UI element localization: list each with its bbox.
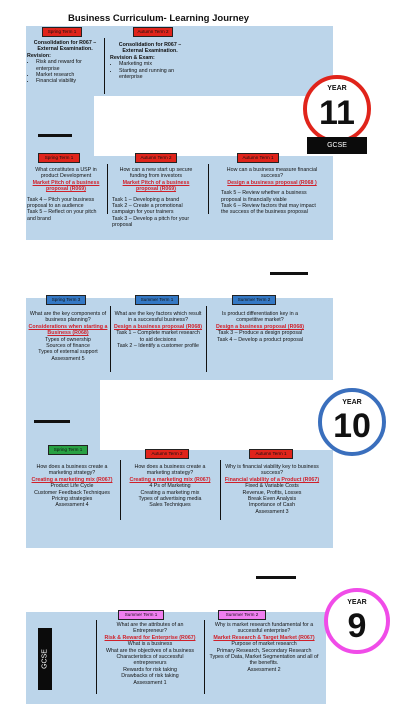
topic-line: Rewards for risk taking <box>123 666 177 673</box>
topic-line: What is a business <box>127 641 173 648</box>
year11-badge <box>303 75 371 143</box>
topic-line: Creating a marketing mix <box>140 489 200 496</box>
year11-mid-band <box>26 96 94 156</box>
divider <box>204 620 205 694</box>
y10-bottom-col-3 <box>224 464 320 515</box>
task-line: Task 5 – Review whether a business proposal is financially viable <box>221 190 307 203</box>
topic-line: 4 Ps of Marketing <box>149 483 191 490</box>
topic-line: Importance of Cash <box>248 502 296 509</box>
year10-mid-band <box>26 380 100 450</box>
year10-badge <box>318 388 386 456</box>
topic-line: Pricing strategies <box>51 496 93 503</box>
topic-line: Revenue, Profits, Losses <box>242 489 302 496</box>
topic-line: Task 2 – Identify a customer profile <box>117 343 199 350</box>
topic-line: Types of ownership <box>45 336 91 343</box>
topic-line: Drawbacks of risk taking <box>121 673 179 680</box>
unit-title: Financial viability of a Product (R067) <box>224 476 320 483</box>
divider <box>107 164 108 214</box>
list-item: • Starting and running an enterprise <box>119 68 190 81</box>
year-label: YEAR <box>347 599 367 606</box>
y11-top-col-1 <box>27 40 103 85</box>
y11-bottom-term-2: Autumn Term 2 <box>135 153 177 163</box>
question: What are the key components of business planning? <box>29 311 107 324</box>
y10-bottom-term-3: Autumn Term 1 <box>249 449 293 459</box>
heading: External Examination. <box>37 46 93 53</box>
unit-title: Design a business proposal (R068 ) <box>227 179 317 186</box>
heading: Consolidation for R067 – <box>118 42 182 48</box>
divider <box>120 460 121 520</box>
y11-top-term-2: Autumn Term 2 <box>133 27 173 37</box>
unit-title: Considerations when starting a Business (R068) <box>28 323 108 337</box>
y10-bottom-term-2: Autumn Term 2 <box>145 449 189 459</box>
y10-bottom-term-1: Spring Term 1 <box>48 445 88 455</box>
y9-term-1: Summer Term 1 <box>118 610 164 620</box>
topic-line: Types of advertising media <box>138 496 202 503</box>
topic-line: Assessment 3 <box>255 508 289 515</box>
question: How does a business create a marketing strategy? <box>36 464 108 477</box>
task-line: Task 1 – Developing a brand <box>112 196 180 203</box>
year-number: 10 <box>333 407 371 445</box>
y11-top-col-2 <box>110 42 190 80</box>
topic-line: Assessment 1 <box>133 679 167 686</box>
bullet-list <box>110 61 190 80</box>
unit-title: Creating a marketing mix (R067) <box>129 476 211 483</box>
list-item: • Marketing mix <box>119 61 190 67</box>
year-number: 11 <box>319 94 355 132</box>
y11-bottom-term-1: Spring Term 1 <box>38 153 80 163</box>
y9-term-2: Summer Term 2 <box>218 610 266 620</box>
task-line: Task 5 – Reflect on your pitch and brand <box>27 209 97 222</box>
gcse-label: GCSE <box>307 137 367 154</box>
gcse-label <box>38 628 52 690</box>
connector-bar <box>38 134 72 137</box>
sub-heading: Revision & Exam: <box>110 54 155 61</box>
y10-top-term-3: Summer Term 2 <box>232 295 276 305</box>
topic-line: Break Even Analysis <box>247 496 297 503</box>
list-item: • Risk and reward for enterprise <box>36 59 103 72</box>
year-number: 9 <box>347 607 367 645</box>
y11-bottom-term-3: Autumn Term 1 <box>237 153 279 163</box>
topic-line: Characteristics of successful entrepreneurs <box>116 654 184 667</box>
topic-line: Types of external support <box>38 349 98 356</box>
unit-title: Creating a marketing mix (R067) <box>31 476 113 483</box>
topic-line: Sales Techniques <box>149 502 191 509</box>
y9-col-2 <box>208 622 320 673</box>
topic-line: Primary Research, Secondary Research <box>216 647 312 654</box>
divider <box>96 620 97 694</box>
question: What constitutes a USP in product Development <box>35 167 97 180</box>
connector-bar <box>270 272 308 275</box>
topic-line: Assessment 5 <box>51 355 85 362</box>
y11-bottom-col-2 <box>112 167 200 229</box>
bullet-list <box>27 59 103 85</box>
topic-line: Types of Data, Market Segmentation and all of the benefits. <box>209 654 319 667</box>
y10-top-col-1 <box>28 311 108 362</box>
task-line: Task 6 – Review factors that may impact the success of the business proposal <box>221 203 316 216</box>
year9-badge <box>324 588 390 654</box>
topic-line: Purpose of market research <box>231 641 297 648</box>
topic-line: Product Life Cycle <box>50 483 94 490</box>
question: What are the attributes of an Entrepreneur? <box>116 622 184 635</box>
unit-title: Market Pitch of a business proposal (R069) <box>122 179 190 193</box>
y10-bottom-col-2 <box>124 464 216 509</box>
gcse-text: GCSE <box>41 649 49 669</box>
heading: Consolidation for R067 – <box>33 40 97 46</box>
unit-title: Risk & Reward for Enterprise (R067) <box>104 634 196 641</box>
topic-line: Sources of finance <box>46 343 90 350</box>
list-item: • Market research <box>36 72 103 78</box>
y10-bottom-col-1 <box>27 464 117 509</box>
y10-top-term-1: Spring Term 3 <box>46 295 86 305</box>
topic-line: Fixed & Variable Costs <box>245 483 299 490</box>
question: Is product differentiation key in a competitive market? <box>221 311 299 324</box>
question: Why is financial viability key to business success? <box>225 464 319 477</box>
heading: External Examination. <box>122 48 178 55</box>
divider <box>206 306 207 372</box>
topic-line: Assessment 4 <box>55 502 89 509</box>
unit-title: Market Research & Target Market (R067) <box>213 634 315 641</box>
y11-bottom-col-3 <box>221 167 323 216</box>
connector-bar <box>256 576 296 579</box>
divider <box>220 460 221 520</box>
topic-line: Assessment 2 <box>247 666 281 673</box>
y10-top-col-3 <box>212 311 308 343</box>
divider <box>110 306 111 372</box>
y11-top-term-1: Spring Term 1 <box>42 27 82 37</box>
y10-top-col-2 <box>114 311 202 349</box>
y11-bottom-col-1 <box>27 167 105 222</box>
list-item: • Financial viability <box>36 78 103 84</box>
unit-title: Market Pitch of a business proposal (R069) <box>32 179 100 193</box>
question: What are the key factors which result in a successful business? <box>114 311 202 324</box>
question: How does a business create a marketing strategy? <box>134 464 206 477</box>
divider <box>104 38 105 94</box>
divider <box>208 164 209 214</box>
connector-bar <box>34 420 70 423</box>
topic-line: Customer Feedback Techniques <box>34 489 110 496</box>
year-label: YEAR <box>342 399 362 406</box>
topic-line: Task 1 – Complete market research to aid decisions <box>116 330 200 343</box>
topic-line: What are the objectives of a business <box>105 647 195 654</box>
page-title: Business Curriculum- Learning Journey <box>68 13 250 24</box>
unit-title: Design a business proposal (R068) <box>215 323 304 330</box>
task-line: Task 3 – Develop a pitch for your proposal <box>112 215 190 229</box>
task-line: Task 4 – Pitch your business proposal to an audience <box>27 196 95 210</box>
y10-top-term-2: Summer Term 1 <box>135 295 179 305</box>
question: Why is market research fundamental for a successful enterprise? <box>214 622 314 635</box>
task-line: Task 2 – Create a promotional campaign for your trainers <box>112 203 183 216</box>
y9-col-1 <box>100 622 200 686</box>
unit-title: Design a business proposal (R068) <box>114 323 203 330</box>
topic-line: Task 4 – Develop a product proposal <box>217 336 303 343</box>
question: How can a new start up secure funding from investors <box>119 167 193 180</box>
year-label: YEAR <box>327 85 347 92</box>
sub-heading: Revision: <box>27 52 51 59</box>
topic-line: Task 3 – Produce a design proposal <box>217 330 303 337</box>
question: How can a business measure financial success? <box>226 167 318 180</box>
